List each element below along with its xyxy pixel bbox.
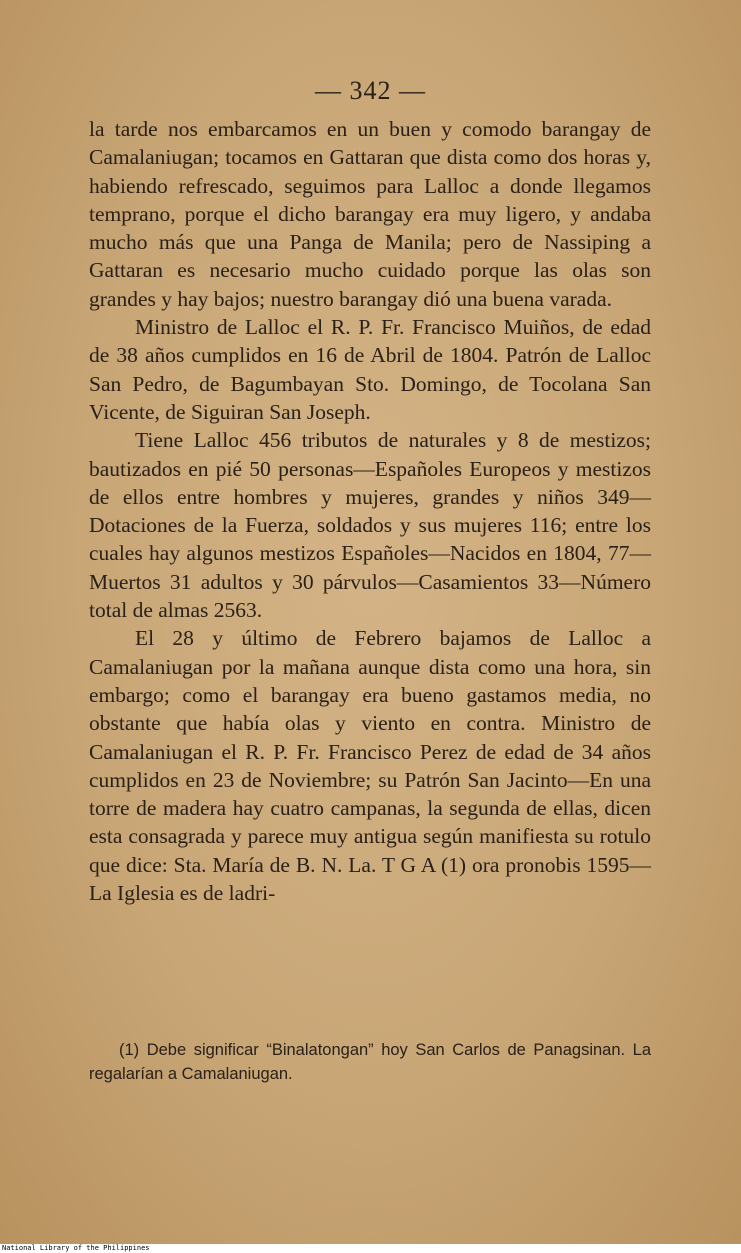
bottom-strip <box>0 1244 741 1253</box>
paragraph-3: Tiene Lalloc 456 tributos de naturales y 8 de mestizos; bautizados en pié 50 personas—Españoles Europeos y mestizos de ellos entre hombres y mujeres, grandes y niños 349—Dotaciones de la Fuerza, soldados y sus mujeres 116; entre los cuales hay algunos mestizos Españoles—Nacidos en 1804, 77—Muertos 31 adultos y 30 párvulos—Casamientos 33—Número total de almas 2563. <box>89 428 651 623</box>
paragraph-2: Ministro de Lalloc el R. P. Fr. Francisco Muiños, de edad de 38 años cumplidos en 16 de Abril de 1804. Patrón de Lalloc San Pedro, de Bagumbayan Sto. Domingo, de Tocolana San Vicente, de Siguiran San Joseph. <box>89 315 651 424</box>
footnote <box>89 1038 651 1086</box>
watermark: National Library of the Philippines <box>2 1244 150 1252</box>
paragraph-4: El 28 y último de Febrero bajamos de Lalloc a Camalaniugan por la mañana aunque dista como una hora, sin embargo; como el barangay era bueno gastamos media, no obstante que había olas y viento en contra. Ministro de Camalaniugan el R. P. Fr. Francisco Perez de edad de 34 años cumplidos en 23 de Noviembre; su Patrón San Jacinto—En una torre de madera hay cuatro campanas, la segunda de ellas, dicen esta consagrada y parece muy antigua según manifiesta su rotulo que dice: Sta. María de B. N. La. T G A (1) ora pronobis 1595—La Iglesia es de ladri- <box>89 626 651 906</box>
paragraph-1: la tarde nos embarcamos en un buen y comodo barangay de Camalaniugan; tocamos en Gattaran que dista como dos horas y, habiendo refrescado, seguimos para Lalloc a donde llegamos temprano, porque el dicho barangay era muy ligero, y andaba mucho más que una Panga de Manila; pero de Nassiping a Gattaran es necesario mucho cuidado porque las olas son grandes y hay bajos; nuestro barangay dió una buena varada. <box>89 117 651 311</box>
page-number: — 342 — <box>315 76 426 105</box>
body-text <box>89 115 651 907</box>
footnote-text: (1) Debe significar “Binalatongan” hoy San Carlos de Panagsinan. La regalarían a Camalaniugan. <box>89 1041 651 1083</box>
